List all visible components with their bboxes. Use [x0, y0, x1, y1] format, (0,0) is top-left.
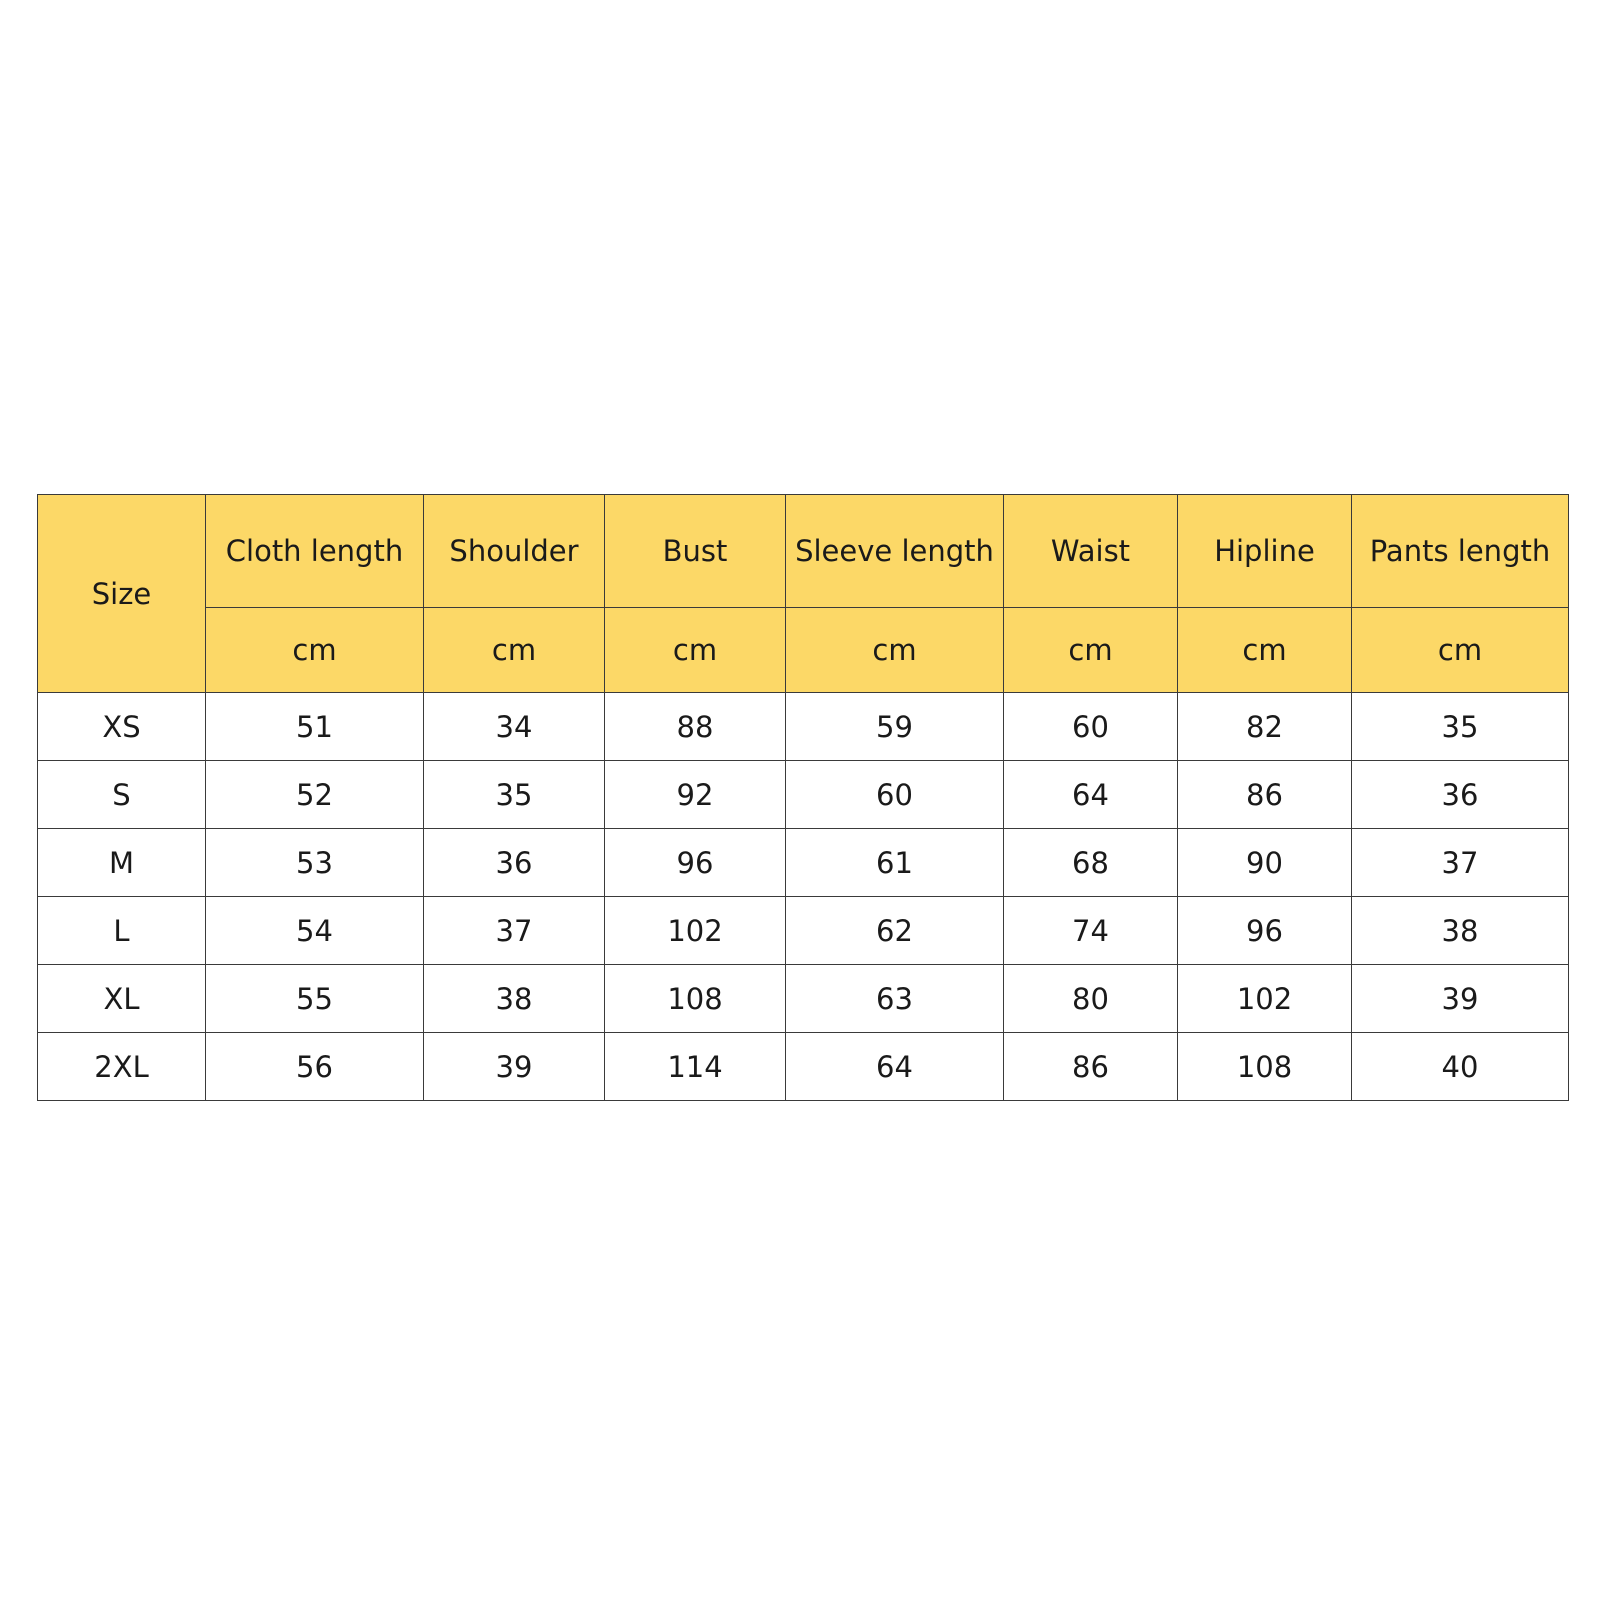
size-chart-table — [37, 494, 1569, 1101]
measurement-cell: 52 — [206, 761, 424, 829]
size-header: Size — [38, 495, 206, 693]
size-chart-body — [38, 495, 1569, 1101]
column-unit: cm — [605, 608, 786, 693]
column-header-cloth-length: Cloth length — [206, 495, 424, 608]
measurement-cell: 80 — [1004, 965, 1178, 1033]
size-cell: XL — [38, 965, 206, 1033]
measurement-cell: 40 — [1352, 1033, 1569, 1101]
measurement-cell: 37 — [1352, 829, 1569, 897]
measurement-cell: 86 — [1004, 1033, 1178, 1101]
measurement-cell: 39 — [1352, 965, 1569, 1033]
measurement-cell: 74 — [1004, 897, 1178, 965]
measurement-cell: 55 — [206, 965, 424, 1033]
header-row — [38, 495, 1569, 608]
column-header-waist: Waist — [1004, 495, 1178, 608]
table-row — [38, 897, 1569, 965]
column-header-bust: Bust — [605, 495, 786, 608]
measurement-cell: 108 — [1178, 1033, 1352, 1101]
size-cell: M — [38, 829, 206, 897]
measurement-cell: 53 — [206, 829, 424, 897]
measurement-cell: 34 — [424, 693, 605, 761]
measurement-cell: 59 — [786, 693, 1004, 761]
measurement-cell: 56 — [206, 1033, 424, 1101]
measurement-cell: 102 — [605, 897, 786, 965]
column-header-hipline: Hipline — [1178, 495, 1352, 608]
measurement-cell: 35 — [424, 761, 605, 829]
measurement-cell: 64 — [786, 1033, 1004, 1101]
measurement-cell: 35 — [1352, 693, 1569, 761]
measurement-cell: 38 — [424, 965, 605, 1033]
column-header-pants-length: Pants length — [1352, 495, 1569, 608]
measurement-cell: 51 — [206, 693, 424, 761]
table-row — [38, 965, 1569, 1033]
size-cell: 2XL — [38, 1033, 206, 1101]
measurement-cell: 38 — [1352, 897, 1569, 965]
measurement-cell: 82 — [1178, 693, 1352, 761]
measurement-cell: 60 — [786, 761, 1004, 829]
table-row — [38, 693, 1569, 761]
table-row — [38, 829, 1569, 897]
column-header-sleeve-length: Sleeve length — [786, 495, 1004, 608]
column-unit: cm — [1178, 608, 1352, 693]
measurement-cell: 90 — [1178, 829, 1352, 897]
table-row — [38, 761, 1569, 829]
measurement-cell: 62 — [786, 897, 1004, 965]
column-header-shoulder: Shoulder — [424, 495, 605, 608]
measurement-cell: 88 — [605, 693, 786, 761]
size-cell: L — [38, 897, 206, 965]
column-unit: cm — [424, 608, 605, 693]
measurement-cell: 92 — [605, 761, 786, 829]
measurement-cell: 37 — [424, 897, 605, 965]
size-cell: S — [38, 761, 206, 829]
table-row — [38, 1033, 1569, 1101]
measurement-cell: 39 — [424, 1033, 605, 1101]
measurement-cell: 68 — [1004, 829, 1178, 897]
measurement-cell: 96 — [605, 829, 786, 897]
column-unit: cm — [206, 608, 424, 693]
measurement-cell: 108 — [605, 965, 786, 1033]
measurement-cell: 63 — [786, 965, 1004, 1033]
measurement-cell: 61 — [786, 829, 1004, 897]
column-unit: cm — [786, 608, 1004, 693]
measurement-cell: 96 — [1178, 897, 1352, 965]
measurement-cell: 60 — [1004, 693, 1178, 761]
measurement-cell: 86 — [1178, 761, 1352, 829]
measurement-cell: 102 — [1178, 965, 1352, 1033]
unit-row — [38, 608, 1569, 693]
column-unit: cm — [1352, 608, 1569, 693]
measurement-cell: 36 — [424, 829, 605, 897]
measurement-cell: 54 — [206, 897, 424, 965]
measurement-cell: 114 — [605, 1033, 786, 1101]
column-unit: cm — [1004, 608, 1178, 693]
measurement-cell: 36 — [1352, 761, 1569, 829]
measurement-cell: 64 — [1004, 761, 1178, 829]
size-cell: XS — [38, 693, 206, 761]
